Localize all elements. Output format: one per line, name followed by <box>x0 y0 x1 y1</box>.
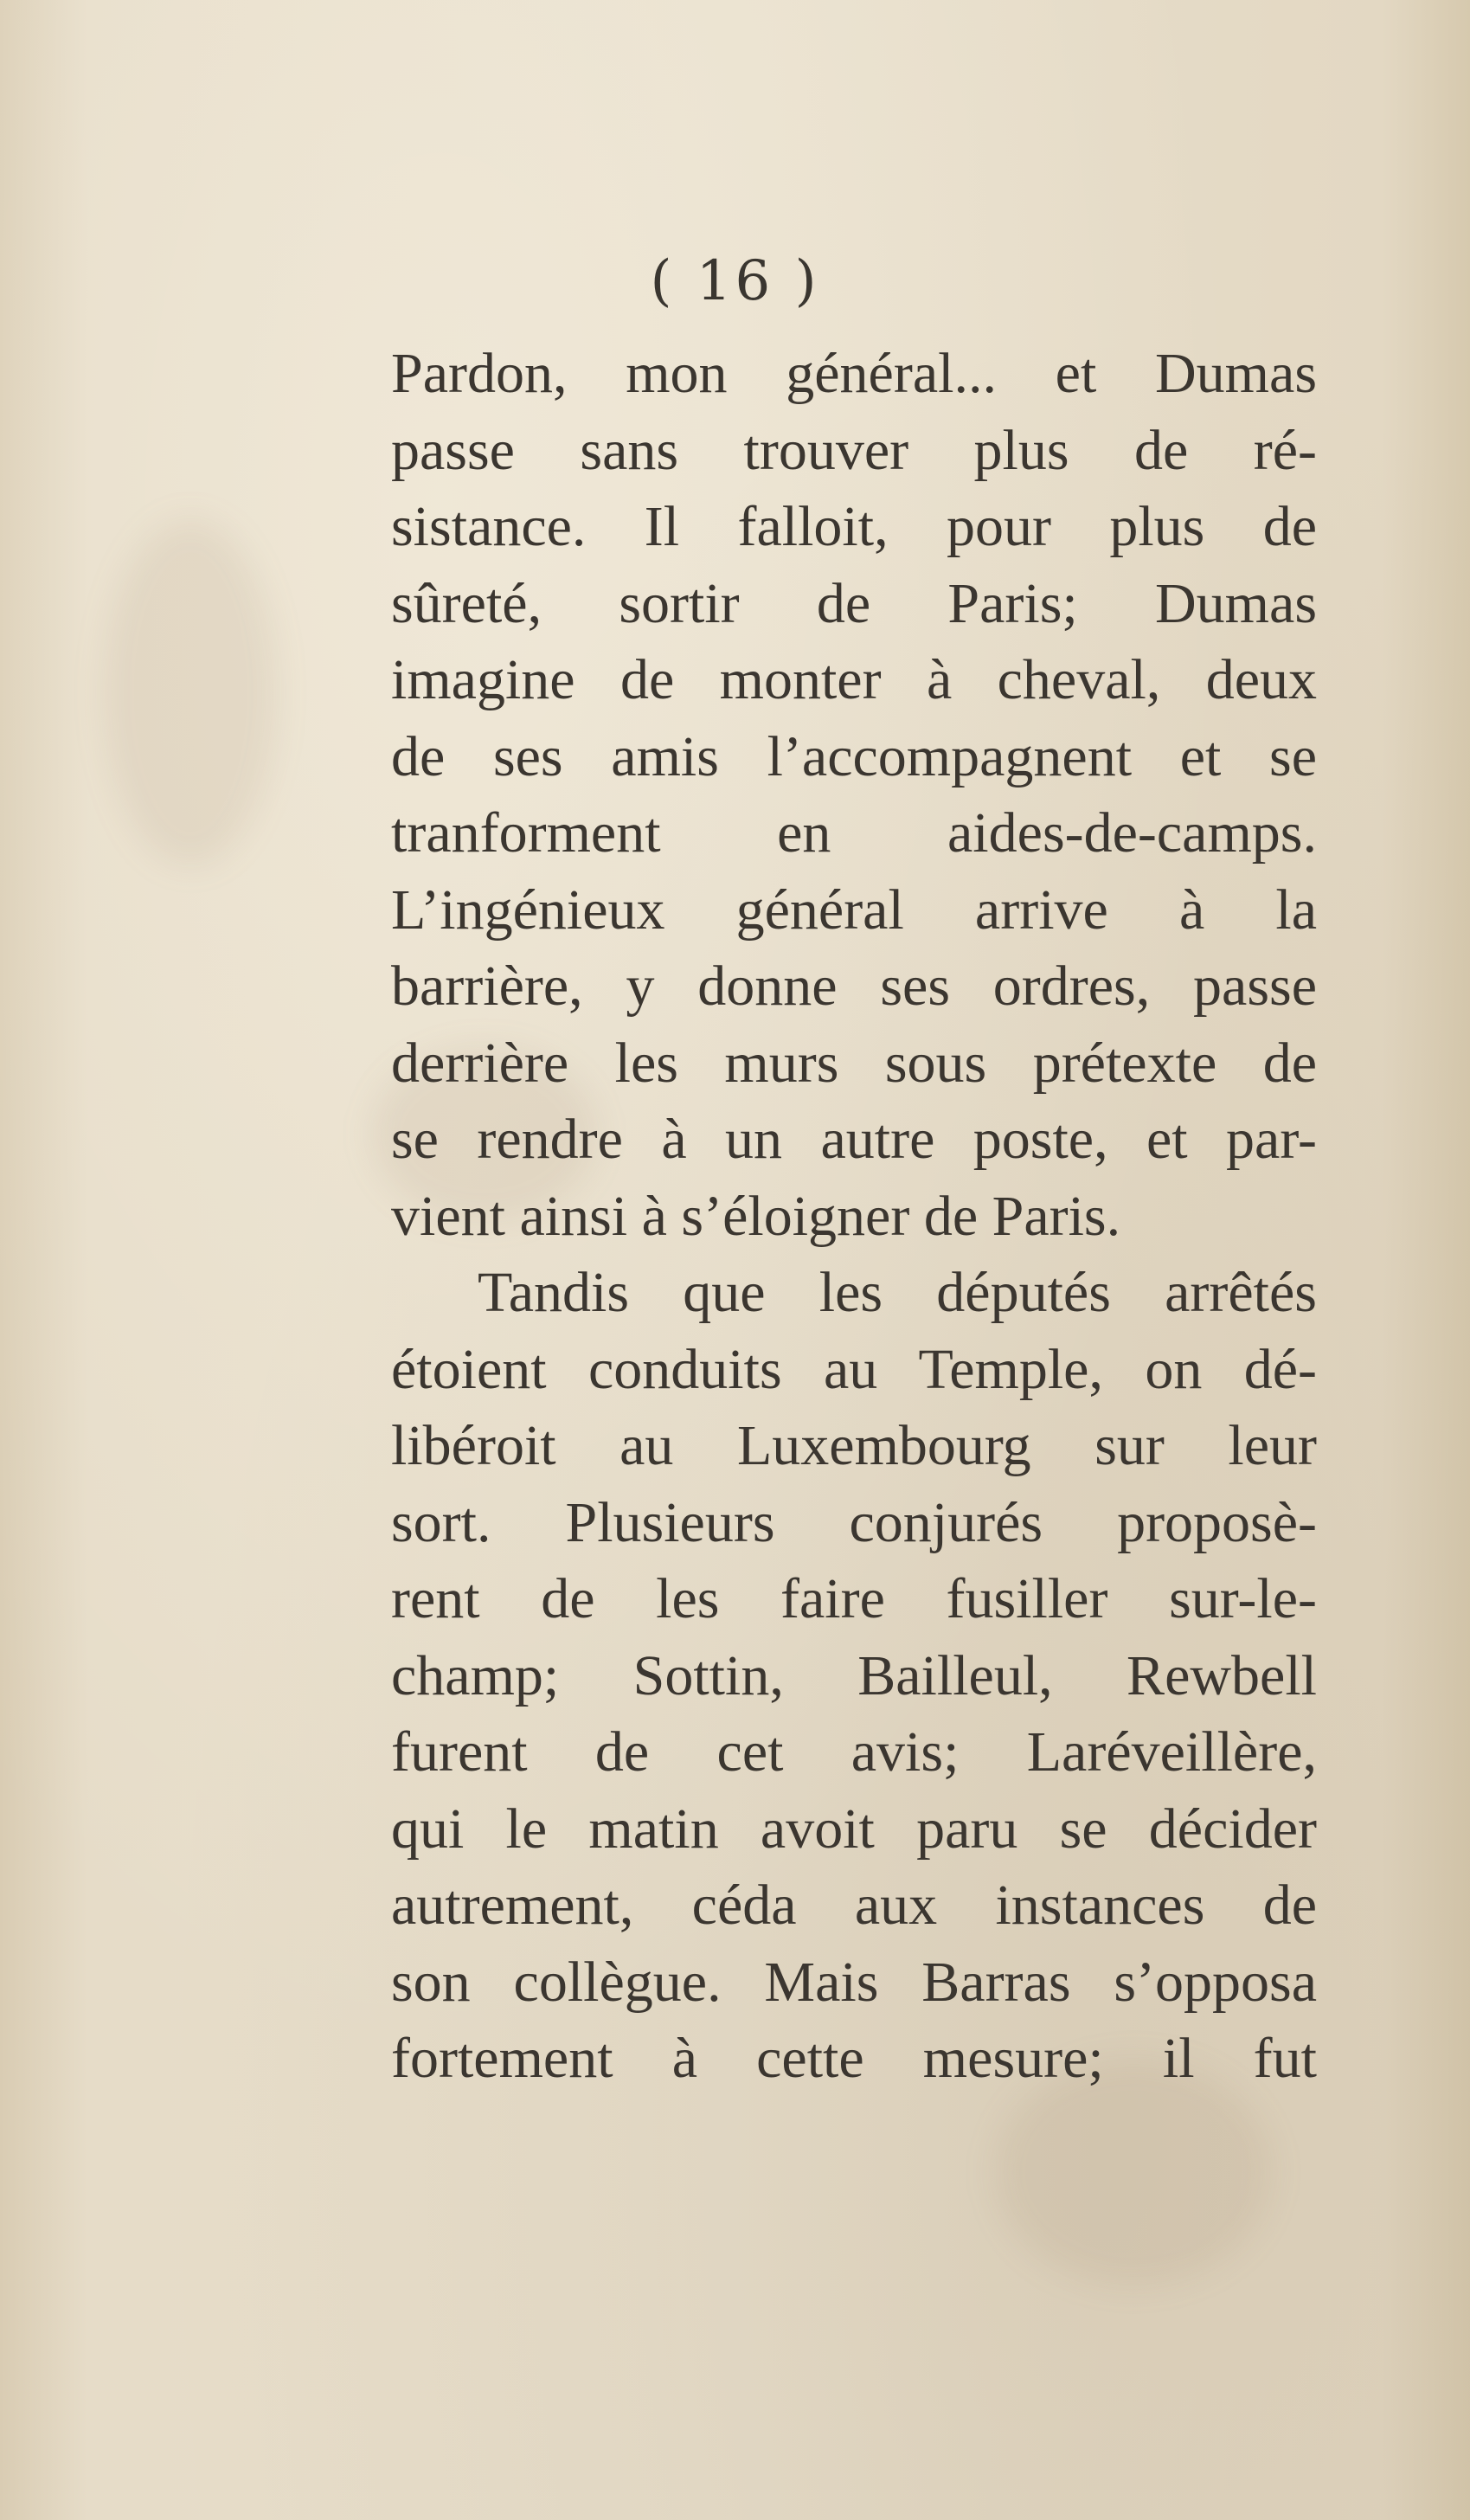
text-line: champ; Sottin, Bailleul, Rewbell <box>391 1643 1317 1707</box>
text-line: rent de les faire fusiller sur-le- <box>391 1567 1317 1630</box>
text-line: fortement à cette mesure; il fut <box>391 2027 1317 2090</box>
text-line: tranforment en aides-de-camps. <box>391 801 1317 865</box>
body-text <box>391 336 1317 2098</box>
text-line: se rendre à un autre poste, et par- <box>391 1108 1317 1171</box>
text-line: sistance. Il falloit, pour plus de <box>391 495 1317 558</box>
text-line: Tandis que les députés arrêtés <box>478 1261 1317 1324</box>
text-line: sûreté, sortir de Paris; Dumas <box>391 571 1317 635</box>
text-line: passe sans trouver plus de ré- <box>391 418 1317 482</box>
text-line: imagine de monter à cheval, deux <box>391 648 1317 711</box>
text-line: sort. Plusieurs conjurés proposè- <box>391 1490 1317 1554</box>
paper-stain <box>104 519 277 865</box>
text-line: autrement, céda aux instances de <box>391 1874 1317 1937</box>
text-line: son collègue. Mais Barras s’opposa <box>391 1950 1317 2014</box>
text-line: furent de cet avis; Laréveillère, <box>391 1720 1317 1784</box>
text-line: de ses amis l’accompagnent et se <box>391 724 1317 788</box>
text-line: libéroit au Luxembourg sur leur <box>391 1414 1317 1477</box>
text-line: barrière, y donne ses ordres, passe <box>391 955 1317 1018</box>
text-line: Pardon, mon général... et Dumas <box>391 342 1317 405</box>
page-number: ( 16 ) <box>650 249 820 313</box>
text-line: derrière les murs sous prétexte de <box>391 1031 1317 1095</box>
text-line: L’ingénieux général arrive à la <box>391 878 1317 942</box>
text-line: étoient conduits au Temple, on dé- <box>391 1337 1317 1401</box>
text-line: qui le matin avoit paru se décider <box>391 1797 1317 1861</box>
text-line: vient ainsi à s’éloigner de Paris. <box>391 1184 1121 1248</box>
